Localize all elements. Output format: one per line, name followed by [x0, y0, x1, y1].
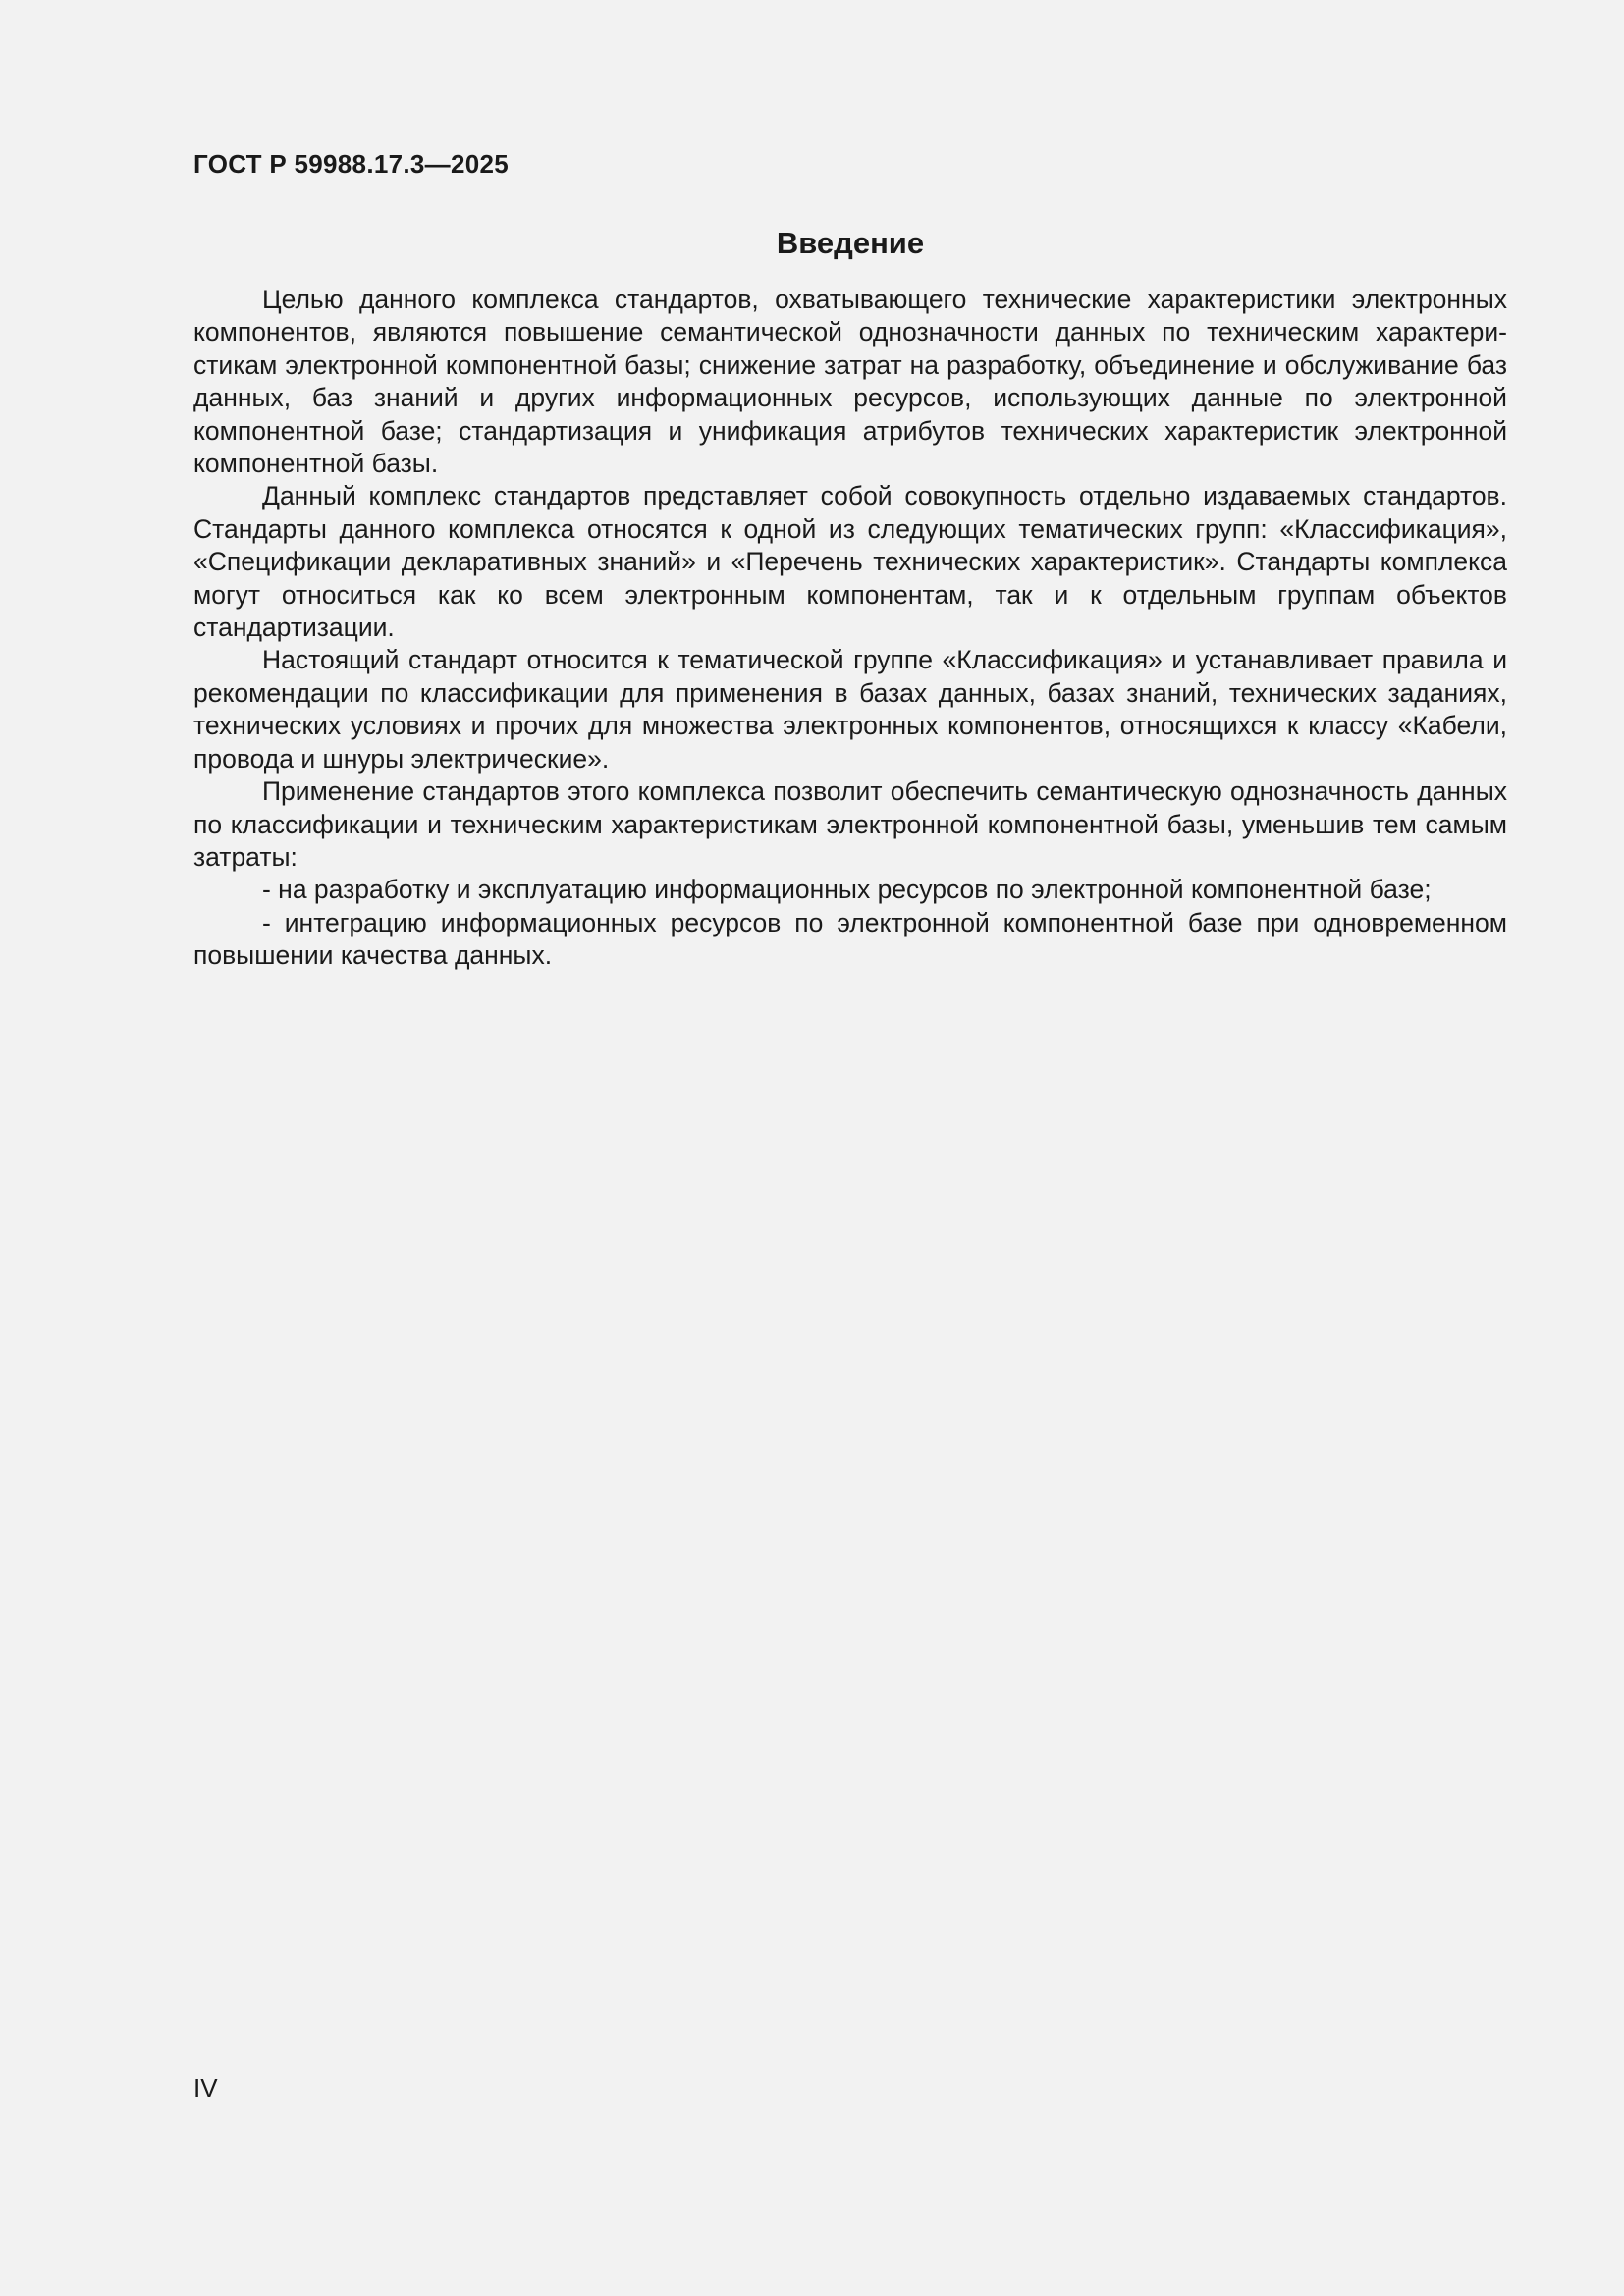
paragraph: Данный комплекс стандартов представляет собой совокупность отдельно издаваемых стандартов. Стандарты данного комплекса относятся к одной из следующих тематических групп: «Классификация», «Спецификации декларативных знаний» и «Перечень технических характеристик». Стандарты комплекса могут относиться как ко всем электронным компонентам, так и к отдельным группам объектов стандартизации.	[193, 481, 1507, 643]
paragraph: Настоящий стандарт относится к тематической группе «Классификация» и устанавливает правила и рекомендации по классификации для применения в базах данных, базах знаний, технических заданиях, технических условиях и прочих для множества электронных компонентов, относящихся к классу «Кабели, провода и шнуры электрические».	[193, 645, 1507, 774]
paragraph: Применение стандартов этого комплекса позволит обеспечить семантическую однозначность данных по классификации и техническим характеристикам электронной компонентной базы, уменьшив тем самым затраты:	[193, 776, 1507, 872]
paragraph: Целью данного комплекса стандартов, охватывающего технические характеристики электронных компонентов, являются повышение семантической однозначности данных по техническим характеристикам электронной компонентной базы; снижение затрат на разработку, объединение и обслуживание баз данных, баз знаний и других информационных ресурсов, использующих данные по электронной компонентной базе; стандартизация и унификация атрибутов технических характеристик электронной компонентной базы.	[193, 285, 1507, 479]
section-body	[193, 284, 1507, 973]
list-item: - интеграцию информационных ресурсов по электронной компонентной базе при одновременном повышении качества данных.	[193, 907, 1507, 971]
section-title: Введение	[776, 226, 925, 260]
list-item: - на разработку и эксплуатацию информационных ресурсов по электронной компонентной базе;	[262, 875, 1432, 905]
document-header: ГОСТ Р 59988.17.3—2025	[193, 149, 509, 179]
page-number: IV	[193, 2073, 218, 2103]
